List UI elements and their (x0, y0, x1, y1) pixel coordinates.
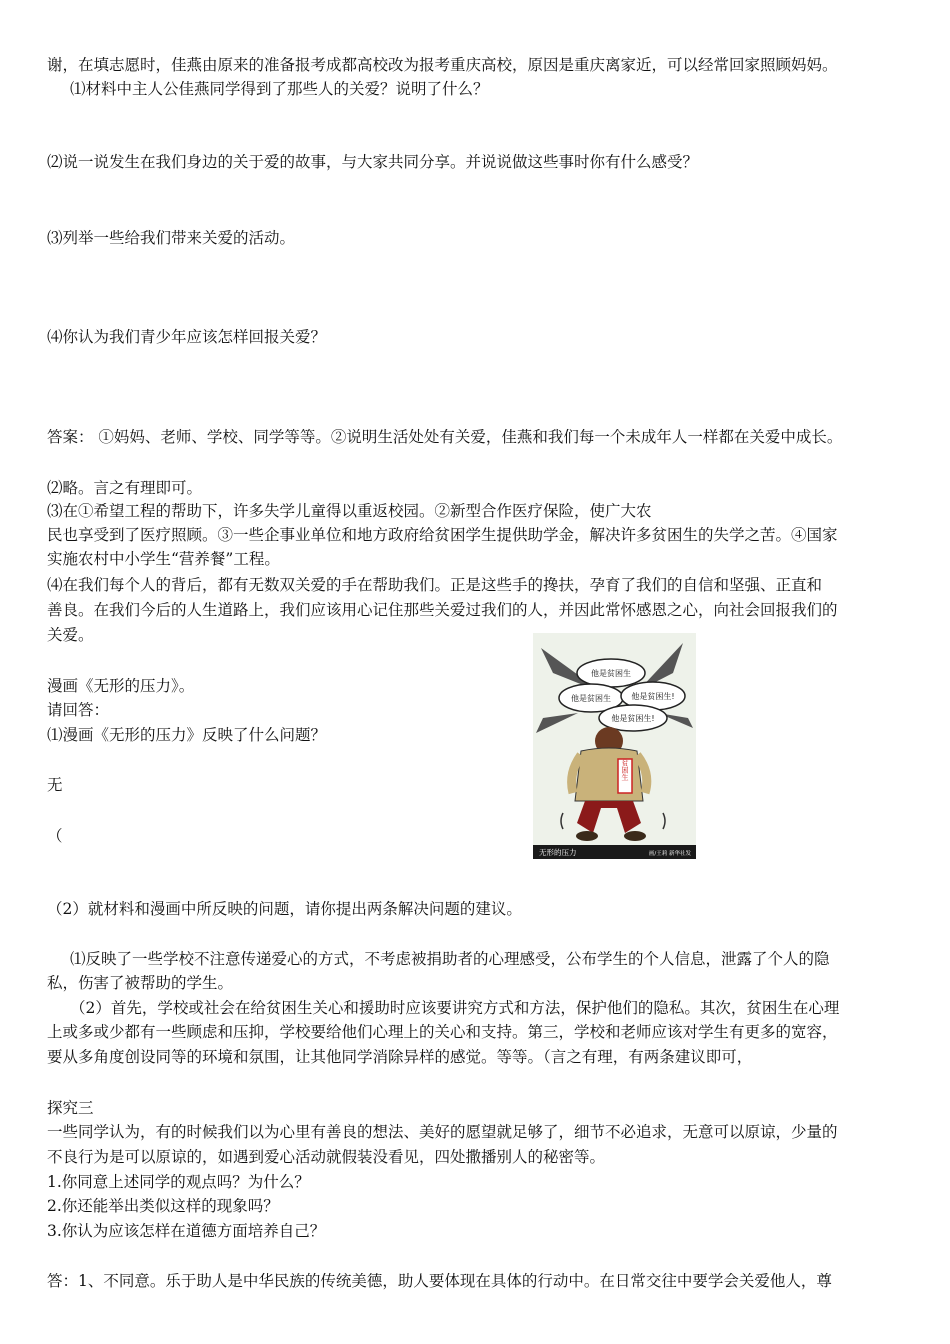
reply-2-line-2: 上或多或少都有一些顾虑和压抑，学校要给他们心理上的关心和支持。第三，学校和老师应该对学生有更多的宽容， (47, 1023, 838, 1041)
answer-4-line-3: 关爱。 (47, 626, 94, 644)
paragraph-line: 一些同学认为，有的时候我们以为心里有善良的想法、美好的愿望就足够了，细节不必追求，无意可以原谅，少量的 (47, 1123, 838, 1141)
reply-2-line-1: （2）首先，学校或社会在给贫困生关心和援助时应该要讲究方式和方法，保护他们的隐私。其次，贫困生在心理 (70, 999, 840, 1017)
answer-4-line-1: ⑷在我们每个人的背后，都有无数双关爱的手在帮助我们。正是这些手的搀扶，孕育了我们的自信和坚强、正直和 (47, 576, 823, 594)
question-item-1: 1.你同意上述同学的观点吗？为什么？ (47, 1173, 310, 1191)
cartoon-credit: 画/王莉 新华社发 (648, 851, 691, 857)
section-title: 探究三 (47, 1099, 94, 1117)
question-1: ⑴材料中主人公佳燕同学得到了那些人的关爱？说明了什么？ (70, 80, 489, 98)
answer-3-line-1: ⑶在①希望工程的帮助下，许多失学儿童得以重返校园。②新型合作医疗保险，使广大农 (47, 502, 652, 520)
text-line: 谢，在填志愿时，佳燕由原来的准备报考成都高校改为报考重庆高校，原因是重庆离家近，可以经常回家照顾妈妈。 (47, 56, 838, 74)
answer-1: 答案： ①妈妈、老师、学校、同学等等。②说明生活处处有关爱，佳燕和我们每一个未成年人一样都在关爱中成长。 (47, 428, 843, 446)
question-2: ⑵说一说发生在我们身边的关于爱的故事，与大家共同分享。并说说做这些事时你有什么感受？ (47, 153, 699, 171)
cartoon-image (533, 633, 696, 859)
bubble-text: 他是贫困生! (631, 692, 675, 701)
bubble-text: 他是贫困生 (591, 669, 631, 678)
question-3: ⑶列举一些给我们带来关爱的活动。 (47, 229, 296, 247)
jacket (575, 748, 643, 801)
question-item-2: 2.你还能举出类似这样的现象吗？ (47, 1197, 279, 1215)
answer-3-line-2: 民也享受到了医疗照顾。③一些企事业单位和地方政府给贫困学生提供助学金，解决许多贫困生的失学之苦。④国家 (47, 526, 838, 544)
bubble-text: 他是贫困生 (571, 694, 611, 703)
prompt-label: 请回答： (47, 701, 110, 719)
answer-line: 答：1、不同意。乐于助人是中华民族的传统美德，助人要体现在具体的行动中。在日常交往中要学会关爱他人，尊 (47, 1272, 832, 1290)
cartoon-caption: 无形的压力 (539, 848, 577, 857)
paragraph-line: 不良行为是可以原谅的，如遇到爱心活动就假装没看见，四处撒播别人的秘密等。 (47, 1148, 606, 1166)
question-4: ⑷你认为我们青少年应该怎样回报关爱？ (47, 328, 327, 346)
cartoon-question-1: ⑴漫画《无形的压力》反映了什么问题？ (47, 726, 327, 744)
answer-4-line-2: 善良。在我们今后的人生道路上，我们应该用心记住那些关爱过我们的人，并因此常怀感恩之心，向社会回报我们的 (47, 601, 838, 619)
question-item-3: 3.你认为应该怎样在道德方面培养自己？ (47, 1222, 326, 1240)
text-fragment: （ (47, 827, 63, 845)
cartoon-intro: 漫画《无形的压力》。 (47, 677, 195, 695)
text-fragment: 无 (47, 776, 63, 794)
answer-2: ⑵略。言之有理即可。 (47, 479, 203, 497)
bubble-text: 他是贫困生! (611, 714, 655, 723)
reply-2-line-3: 要从多角度创设同等的环境和氛围，让其他同学消除异样的感觉。等等。（言之有理，有两条建议即可， (47, 1048, 753, 1066)
shoe (624, 831, 646, 841)
reply-1-line-1: ⑴反映了一些学校不注意传递爱心的方式，不考虑被捐助者的心理感受，公布学生的个人信息，泄露了个人的隐 (70, 950, 830, 968)
sign-text: 贫困生 (621, 759, 629, 781)
reply-1-line-2: 私，伤害了被帮助的学生。 (47, 974, 234, 992)
shoe (576, 831, 598, 841)
answer-3-line-3: 实施农村中小学生“营养餐”工程。 (47, 550, 280, 568)
cartoon-question-2: （2）就材料和漫画中所反映的问题，请你提出两条解决问题的建议。 (47, 900, 522, 918)
